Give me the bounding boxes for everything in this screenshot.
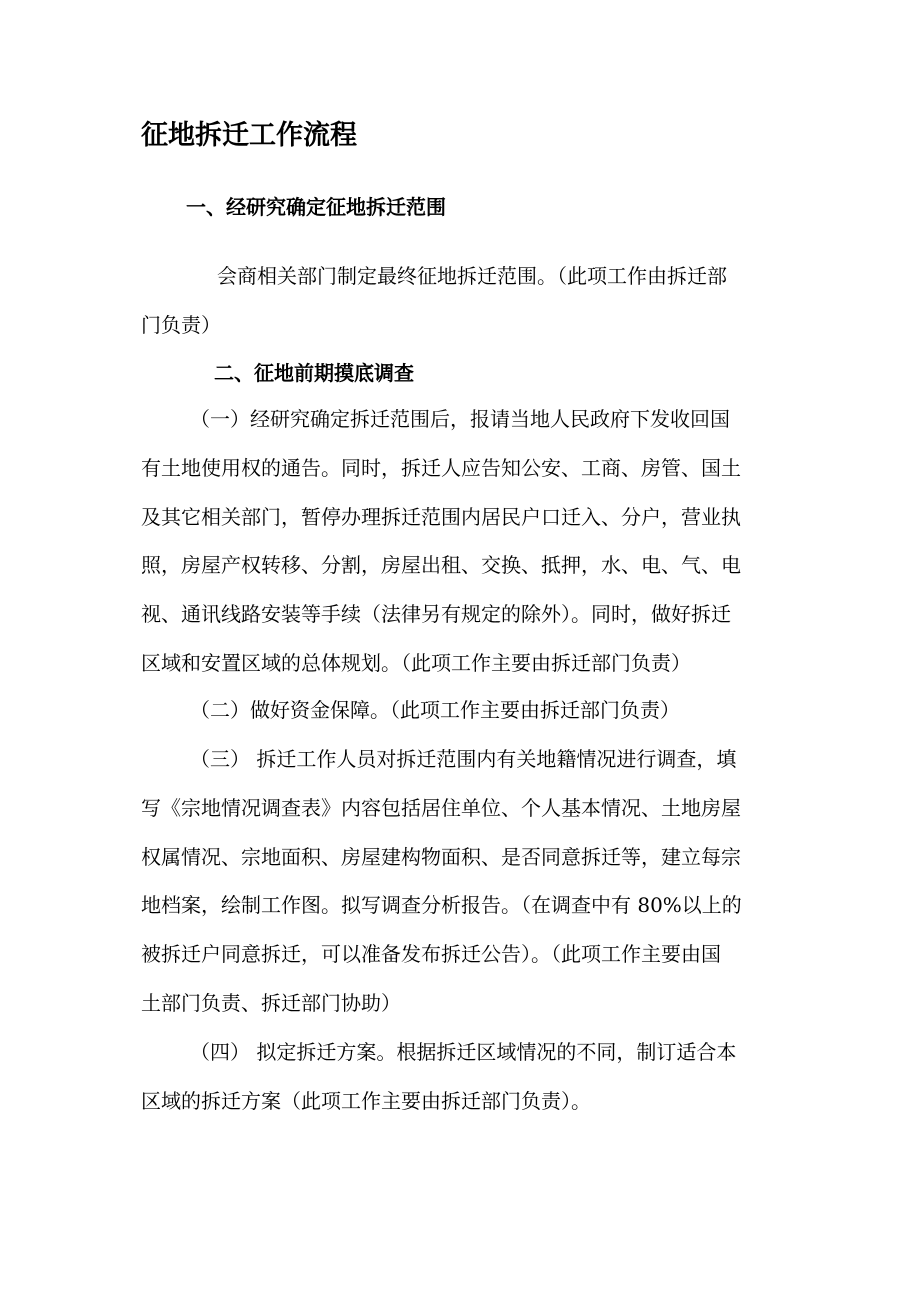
text-line: 及其它相关部门，暂停办理拆迁范围内居民户口迁入、分户，营业执 — [141, 504, 741, 529]
text-line: 有土地使用权的通告。同时，拆迁人应告知公安、工商、房管、国土 — [141, 455, 741, 480]
text-line: 地档案，绘制工作图。拟写调查分析报告。（在调查中有 80%以上的 — [141, 893, 742, 918]
text-line: （四） 拟定拆迁方案。根据拆迁区域情况的不同，制订适合本 — [190, 1040, 737, 1064]
text-line: 区域的拆迁方案（此项工作主要由拆迁部门负责）。 — [141, 1088, 591, 1113]
section-heading-1: 一、经研究确定征地拆迁范围 — [186, 195, 446, 219]
text-line: 土部门负责、拆迁部门协助） — [141, 990, 401, 1015]
paragraph-scope — [141, 252, 781, 350]
page-title: 征地拆迁工作流程 — [141, 120, 357, 151]
text-line: 门负责） — [141, 312, 221, 337]
text-line: 会商相关部门制定最终征地拆迁范围。（此项工作由拆迁部 — [217, 264, 727, 288]
text-line: 视、通讯线路安装等手续（法律另有规定的除外）。同时，做好拆迁 — [141, 602, 731, 627]
text-line: （二）做好资金保障。（此项工作主要由拆迁部门负责） — [190, 698, 680, 722]
paragraph-item-2 — [141, 686, 781, 735]
paragraph-item-3 — [141, 735, 781, 1028]
text-line: 区域和安置区域的总体规划。（此项工作主要由拆迁部门负责） — [141, 650, 691, 675]
text-line: （三） 拆迁工作人员对拆迁范围内有关地籍情况进行调查，填 — [190, 747, 737, 771]
text-line: 被拆迁户同意拆迁，可以准备发布拆迁公告）。（此项工作主要由国 — [141, 942, 721, 967]
paragraph-item-1 — [141, 395, 781, 688]
text-line: 权属情况、宗地面积、房屋建构物面积、是否同意拆迁等，建立每宗 — [141, 844, 741, 869]
text-line: 照，房屋产权转移、分割，房屋出租、交换、抵押，水、电、气、电 — [141, 553, 741, 578]
section-heading-2: 二、征地前期摸底调查 — [214, 361, 414, 385]
paragraph-item-4 — [141, 1028, 781, 1126]
text-line: （一）经研究确定拆迁范围后，报请当地人民政府下发收回国 — [190, 407, 730, 431]
text-line: 写《宗地情况调查表》内容包括居住单位、个人基本情况、土地房屋 — [141, 795, 741, 820]
